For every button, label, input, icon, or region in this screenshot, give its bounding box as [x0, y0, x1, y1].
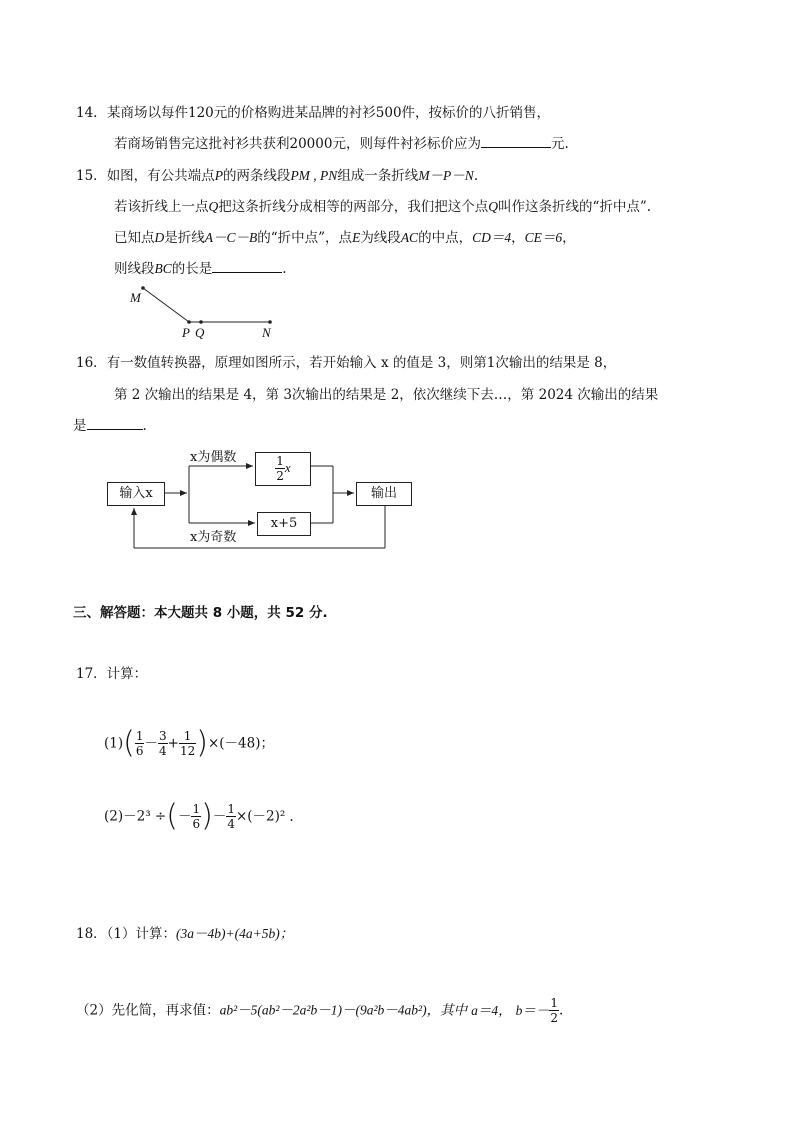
q18-b-value: b＝－ [515, 1002, 550, 1018]
den: 12 [179, 744, 196, 758]
q15-number: 15． [76, 168, 107, 184]
q14-answer-blank[interactable] [481, 135, 551, 148]
q18-part2 [76, 990, 563, 1030]
q15-text: 把这条折线分成相等的两部分，我们把这个点 [218, 199, 489, 215]
q18-p1-expr: (3a－4b)+(4a+5b)； [176, 926, 294, 941]
q15-point-e: E [352, 230, 361, 245]
q16-text: 有一数值转换器，原理如图所示，若开始输入 x 的值是 3，则第1次输出的结果是 8， [106, 355, 617, 371]
label-p: P [182, 325, 190, 340]
section-3-heading: 三、解答题：本大题共 8 小题，共 52 分. [73, 605, 328, 621]
q15-polyline-acb: A－C－B [204, 230, 258, 245]
q15-text: 如图，有公共端点 [106, 168, 215, 184]
box-plus5: x+5 [257, 512, 311, 536]
q15-text: 的两条线段 [222, 168, 291, 184]
q16-number: 16． [76, 355, 107, 371]
q15-text: 的“折中点”，点 [257, 230, 353, 246]
q15-text: 的长是 [171, 261, 213, 277]
q15-text: . [282, 261, 287, 277]
q15-text: 为线段 [360, 230, 401, 246]
num: 1 [227, 802, 235, 816]
q17-p2-label: (2) [104, 808, 124, 825]
q15-ce-value: CE＝6 [524, 230, 563, 245]
q15-polyline: M－P－N [418, 168, 474, 183]
q18-p2-label: （2）先化简，再求值： [76, 1002, 220, 1019]
box-input: 输入x [107, 482, 165, 506]
point-n-dot [268, 320, 272, 324]
q17-p1-tail: ×(－48)； [207, 735, 274, 752]
den: 2 [550, 1011, 558, 1025]
q18-b-frac [549, 996, 559, 1025]
num: 3 [158, 729, 167, 743]
q15-point-d: D [154, 230, 165, 245]
den: 6 [135, 744, 144, 758]
q17-p2-frac2 [226, 802, 236, 831]
den: 6 [192, 817, 201, 831]
q15-text: 是折线 [164, 230, 205, 246]
q17-part2: (2)－2³ ÷(－ $\frac{1}{6}$ )－ $\frac{1}{4}$ ×(－2)² . [104, 798, 294, 834]
label-m: M [130, 290, 141, 305]
half-fraction [275, 454, 285, 483]
q15-cd-value: CD＝4 [472, 230, 512, 245]
point-m-dot [141, 286, 145, 290]
q17-p1-label: (1) [104, 735, 124, 752]
half-num: 1 [276, 454, 284, 468]
q15-text: ， [511, 230, 525, 246]
q15-text: 的中点， [418, 230, 473, 246]
half-x: x [284, 460, 291, 475]
label-q: Q [195, 325, 205, 340]
q18-part1 [76, 925, 293, 943]
den: 4 [227, 817, 235, 831]
q14-number: 14. [76, 105, 98, 121]
q15-segment-ac: AC [400, 230, 419, 245]
q15-point-q: Q [488, 199, 498, 214]
q15-text: 叫作这条折线的“折中点”. [498, 199, 652, 215]
q18-p2-expr: ab²－5(ab²－2a²b－1)－(9a²b－4ab²)，其中 [219, 1002, 468, 1018]
q15-point-p: P [214, 168, 223, 183]
q16-line3 [73, 417, 147, 435]
q15-text: ， [562, 230, 576, 246]
q17-p1-frac3 [179, 729, 196, 758]
q15-text: 已知点 [114, 230, 155, 246]
q16-text: 是 [73, 418, 87, 434]
q15-answer-blank[interactable] [212, 260, 282, 273]
q15-line3 [114, 229, 576, 247]
q14-line1: 某商场以每件120元的价格购进某品牌的衬衫500件，按标价的八折销售， [107, 105, 551, 121]
q14-line2-end: 元. [550, 136, 569, 152]
q16-text: . [142, 418, 147, 434]
label-odd: x为奇数 [190, 530, 237, 545]
q16-line2: 第 2 次输出的结果是 4，第 3次输出的结果是 2，依次继续下去…，第 2024 次输出的结果 [114, 387, 659, 403]
point-q-dot [199, 320, 203, 324]
q18-end: . [558, 1002, 564, 1019]
num: 1 [179, 729, 196, 744]
q17-p2-c: ×(－2)² [235, 808, 286, 825]
half-den: 2 [276, 469, 284, 483]
q15-text: 则线段 [114, 261, 155, 277]
q15-line1 [76, 167, 478, 185]
num: 1 [135, 729, 144, 743]
q17-p1-frac2 [158, 729, 168, 758]
label-n: N [262, 325, 271, 340]
q17-p2-a: －2³ ÷ [123, 808, 167, 825]
q15-point-q: Q [208, 199, 219, 214]
q18-a-value: a＝4， [471, 1002, 512, 1018]
box-output: 输出 [356, 482, 412, 506]
q14-line2-text: 若商场销售完这批衬衫共获利20000元，则每件衬衫标价应为 [114, 136, 481, 152]
q15-text: 组成一条折线 [337, 168, 419, 184]
q16-answer-blank[interactable] [87, 417, 143, 430]
segment-pm [143, 288, 189, 322]
q14-line2 [114, 135, 569, 153]
den: 4 [158, 744, 167, 758]
point-p-dot [187, 320, 191, 324]
q15-line2 [114, 198, 651, 216]
num: 1 [192, 802, 201, 816]
q15-line4 [114, 260, 287, 278]
q17-heading: 17．计算： [76, 666, 148, 682]
q18-heading: 18．（1）计算： [76, 926, 177, 942]
q17-part1: (1)( $\frac{1}{6}$ － $\frac{3}{4}$ + $\frac{1}{12}$ )×(－48)； [104, 725, 274, 761]
num: 1 [550, 996, 558, 1010]
q15-segment-bc: BC [154, 261, 172, 276]
label-even: x为偶数 [190, 450, 237, 465]
q15-segments: PM , PN [290, 168, 338, 183]
q16-line1 [76, 354, 616, 372]
q15-text: 若该折线上一点 [114, 199, 209, 215]
box-half-x [255, 452, 311, 486]
q15-text: . [473, 168, 479, 184]
q17-p2-d: . [289, 808, 294, 825]
q17-p2-b: － [212, 808, 227, 825]
q17-p2-frac1 [191, 802, 201, 831]
